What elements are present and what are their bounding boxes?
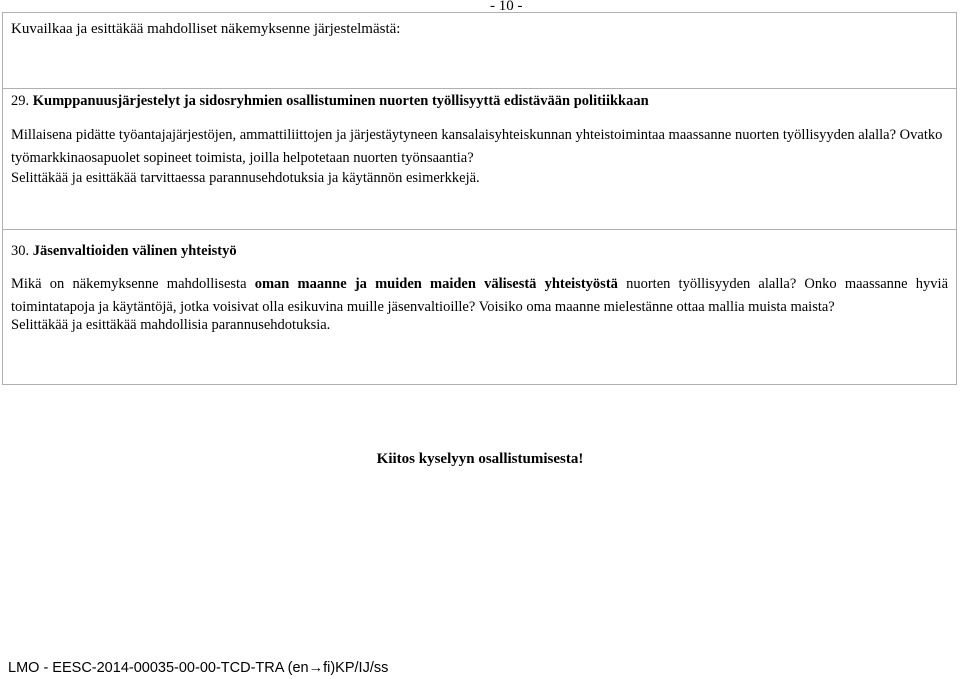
question-30-title: Jäsenvaltioiden välinen yhteistyö: [32, 243, 237, 259]
question-30-paragraph: [11, 273, 948, 319]
intro-box: [2, 12, 957, 89]
document-footer: LMO - EESC-2014-00035-00-00-TCD-TRA (en→fi)KP/IJ/ss: [8, 660, 389, 676]
page-number: - 10 -: [490, 0, 523, 14]
intro-text: Kuvailkaa ja esittäkää mahdolliset näkemyksenne järjestelmästä:: [11, 21, 401, 37]
question-30-paragraph-bold: oman maanne ja muiden maiden välisestä yhteistyöstä: [254, 276, 618, 292]
question-29-title: Kumppanuusjärjestelyt ja sidosryhmien osallistuminen nuorten työllisyyttä edistävään politiikkaan: [32, 93, 649, 109]
question-29-box: [2, 88, 957, 230]
question-30-heading: [11, 243, 948, 260]
question-29-instruction: Selittäkää ja esittäkää tarvittaessa parannusehdotuksia ja käytännön esimerkkejä.: [11, 170, 480, 186]
thanks-message: Kiitos kyselyyn osallistumisesta!: [376, 451, 584, 467]
question-30-paragraph-start: Mikä on näkemyksenne mahdollisesta: [11, 276, 247, 292]
question-29-heading: [11, 93, 948, 110]
question-29-number: 29.: [11, 93, 30, 109]
question-29-paragraph: Millaisena pidätte työantajajärjestöjen, ammattiliittojen ja järjestäytyneen kansalaisyhteiskunnan yhteistoimintaa maassanne nuorten työllisyyden alalla? Ovatko työmarkkinaosapuolet sopineet toimista, joilla helpotetaan nuorten työnsaantia?: [11, 127, 943, 166]
question-30-paragraph-end: nuorten työllisyyden alalla? Onko maassanne hyviä toimintatapoja ja käytäntöjä, jotka voisivat olla esikuvina muille jäsenvaltioille? Voisiko oma maanne mielestänne ottaa mallia muista maista?: [11, 276, 949, 315]
question-30-instruction: Selittäkää ja esittäkää mahdollisia parannusehdotuksia.: [11, 317, 331, 333]
question-30-number: 30.: [11, 243, 30, 259]
question-30-box: [2, 229, 957, 385]
